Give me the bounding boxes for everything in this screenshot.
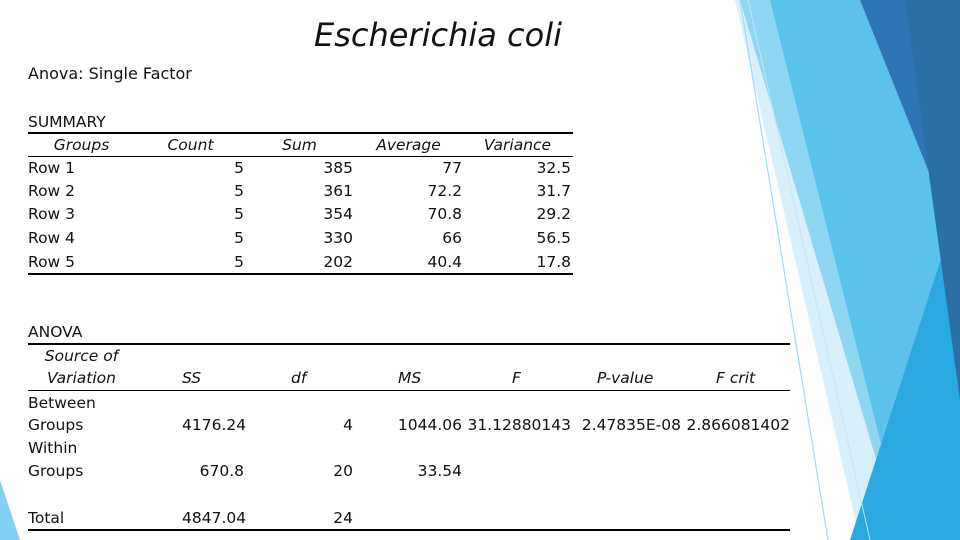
summary-row-2-sum: 361 xyxy=(323,182,353,200)
anova-between-fcrit: 2.866081402 xyxy=(686,416,790,434)
anova-header-source-line1: Source of xyxy=(44,347,119,365)
anova-header-rule xyxy=(28,390,790,391)
anova-within-label-2: Groups xyxy=(28,462,84,480)
summary-row-2-variance: 31.7 xyxy=(536,182,571,200)
anova-total-df: 24 xyxy=(333,509,353,527)
summary-row-1-average: 77 xyxy=(442,159,462,177)
anova-header-f: F xyxy=(512,369,521,387)
summary-header-sum: Sum xyxy=(282,136,317,154)
summary-row-1-group: Row 1 xyxy=(28,159,76,177)
anova-subtitle: Anova: Single Factor xyxy=(28,64,192,83)
summary-row-1-sum: 385 xyxy=(323,159,353,177)
summary-row-2-group: Row 2 xyxy=(28,182,76,200)
summary-row-3-variance: 29.2 xyxy=(536,205,571,223)
summary-row-5-average: 40.4 xyxy=(427,253,462,271)
anova-header-ss: SS xyxy=(182,369,202,387)
anova-header-df: df xyxy=(291,369,307,387)
anova-total-ss: 4847.04 xyxy=(182,509,247,527)
summary-row-5-count: 5 xyxy=(234,253,244,271)
anova-bottom-rule xyxy=(28,529,790,531)
deco-shape-light-left xyxy=(0,480,20,540)
summary-heading: SUMMARY xyxy=(28,113,106,131)
anova-between-df: 4 xyxy=(343,416,353,434)
anova-header-source-line2: Variation xyxy=(47,369,116,387)
anova-header-ms: MS xyxy=(398,369,422,387)
summary-row-4-count: 5 xyxy=(234,229,244,247)
anova-between-f: 31.12880143 xyxy=(467,416,571,434)
anova-header-fcrit: F crit xyxy=(716,369,756,387)
anova-between-ms: 1044.06 xyxy=(397,416,462,434)
summary-row-3-sum: 354 xyxy=(323,205,353,223)
summary-row-4-group: Row 4 xyxy=(28,229,76,247)
anova-header-pvalue: P-value xyxy=(597,369,654,387)
summary-row-4-average: 66 xyxy=(442,229,462,247)
summary-row-3-count: 5 xyxy=(234,205,244,223)
summary-row-5-sum: 202 xyxy=(323,253,353,271)
anova-between-pvalue: 2.47835E-08 xyxy=(581,416,681,434)
summary-row-3-average: 70.8 xyxy=(427,205,462,223)
summary-bottom-rule xyxy=(28,273,573,275)
summary-row-5-variance: 17.8 xyxy=(536,253,571,271)
summary-row-4-sum: 330 xyxy=(323,229,353,247)
summary-row-5-group: Row 5 xyxy=(28,253,76,271)
anova-between-ss: 4176.24 xyxy=(182,416,247,434)
summary-header-average: Average xyxy=(376,136,441,154)
anova-within-df: 20 xyxy=(333,462,353,480)
anova-top-rule xyxy=(28,343,790,345)
anova-heading: ANOVA xyxy=(28,323,83,341)
summary-row-1-count: 5 xyxy=(234,159,244,177)
anova-within-ms: 33.54 xyxy=(417,462,462,480)
anova-between-label-2: Groups xyxy=(28,416,84,434)
summary-row-2-average: 72.2 xyxy=(427,182,462,200)
summary-row-2-count: 5 xyxy=(234,182,244,200)
summary-header-variance: Variance xyxy=(483,136,552,154)
summary-row-3-group: Row 3 xyxy=(28,205,76,223)
anova-between-label-1: Between xyxy=(28,394,96,412)
slide-title: Escherichia coli xyxy=(314,16,562,54)
summary-header-count: Count xyxy=(167,136,214,154)
anova-total-label: Total xyxy=(28,509,65,527)
summary-row-1-variance: 32.5 xyxy=(536,159,571,177)
anova-within-label-1: Within xyxy=(28,439,78,457)
anova-within-ss: 670.8 xyxy=(199,462,244,480)
summary-row-4-variance: 56.5 xyxy=(536,229,571,247)
summary-header-groups: Groups xyxy=(53,136,110,154)
